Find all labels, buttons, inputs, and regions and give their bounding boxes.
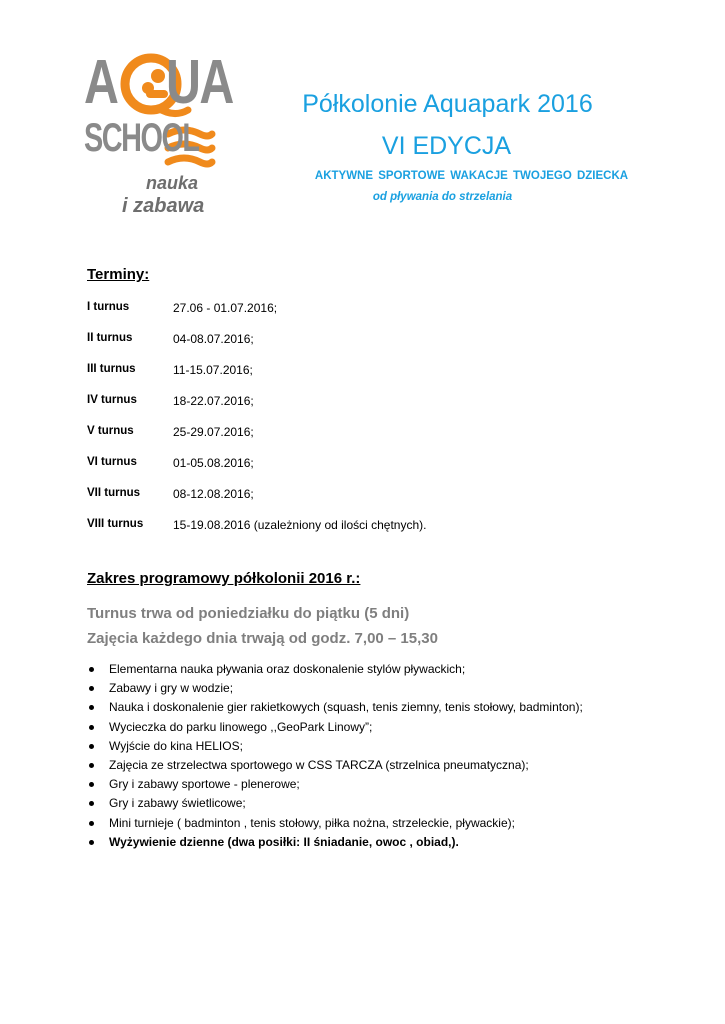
program-heading: Zakres programowy półkolonii 2016 r.: [87,570,361,587]
list-item-text: Zabawy i gry w wodzie; [109,681,234,696]
logo-letter-a: A [84,48,118,117]
bullet-icon [89,763,94,768]
list-item [87,833,687,852]
term-name: II turnus [87,332,133,344]
term-row [87,518,647,549]
list-item [87,794,687,813]
list-item-text: Mini turnieje ( badminton , tenis stołowy, piłka nożna, strzeleckie, pływackie); [109,815,515,830]
term-name: IV turnus [87,394,137,406]
list-item-text: Wyjście do kina HELIOS; [109,738,243,753]
bullet-icon [89,725,94,730]
term-dates: 18-22.07.2016; [173,394,254,408]
term-dates: 01-05.08.2016; [173,456,254,470]
term-name: VI turnus [87,456,137,468]
list-item [87,718,687,737]
term-name: I turnus [87,301,130,313]
term-name: VIII turnus [87,518,144,530]
terms-heading: Terminy: [87,266,150,283]
term-name: III turnus [87,363,136,375]
page-title: Półkolonie Aquapark 2016 [302,90,593,118]
bullet-icon [89,801,94,806]
list-item [87,737,687,756]
list-item-text: Nauka i doskonalenie gier rakietkowych (squash, tenis ziemny, tenis stołowy, badminton); [109,700,583,715]
list-item-text: Elementarna nauka pływania oraz doskonalenie stylów pływackich; [109,662,466,676]
list-item [87,756,687,775]
term-row [87,394,647,425]
logo-letters-ua: UA [166,48,233,117]
list-item-text: Gry i zabawy świetlicowe; [109,796,246,811]
term-row [87,456,647,487]
bullet-icon [89,686,94,691]
term-dates: 08-12.08.2016; [173,487,254,501]
bullet-icon [89,744,94,749]
term-name: V turnus [87,425,134,437]
term-row [87,332,647,363]
list-item [87,775,687,794]
list-item [87,814,687,833]
list-item-text: Zajęcia ze strzelectwa sportowego w CSS TARCZA (strzelnica pneumatyczna); [109,757,529,772]
list-item [87,660,687,679]
term-dates: 27.06 - 01.07.2016; [173,301,278,315]
terms-list [87,301,647,549]
list-item-text: Wyżywienie dzienne (dwa posiłki: II śniadanie, owoc , obiad,). [109,834,459,849]
logo-tagline-zabawa: i zabawa [122,195,205,217]
term-dates: 25-29.07.2016; [173,425,254,439]
list-item [87,679,687,698]
bullet-icon [89,705,94,710]
logo-tagline-nauka: nauka [146,173,199,193]
edition-title: VI EDYCJA [381,132,512,160]
bullet-icon [89,821,94,826]
term-name: VII turnus [87,487,141,499]
term-row [87,363,647,394]
bullet-icon [89,782,94,787]
bullet-icon [89,667,94,672]
list-item-text: Wycieczka do parku linowego ,,GeoPark Linowy”; [109,719,373,734]
bullet-icon [89,840,94,845]
list-item [87,698,687,717]
tagline: AKTYWNE SPORTOWE WAKACJE TWOJEGO DZIECKA [314,170,629,182]
subtagline: od pływania do strzelania [372,191,513,203]
program-duration: Turnus trwa od poniedziałku do piątku (5 dni) [87,605,410,622]
program-list [87,660,687,852]
term-dates: 11-15.07.2016; [173,363,253,377]
list-item-text: Gry i zabawy sportowe - plenerowe; [109,777,300,792]
term-row [87,301,647,332]
logo-school: SCHOOL [84,116,199,160]
term-row [87,487,647,518]
term-row [87,425,647,456]
term-dates: 04-08.07.2016; [173,332,254,346]
term-dates: 15-19.08.2016 (uzależniony od ilości chętnych). [173,518,427,532]
program-hours: Zajęcia każdego dnia trwają od godz. 7,00 – 15,30 [87,630,438,647]
